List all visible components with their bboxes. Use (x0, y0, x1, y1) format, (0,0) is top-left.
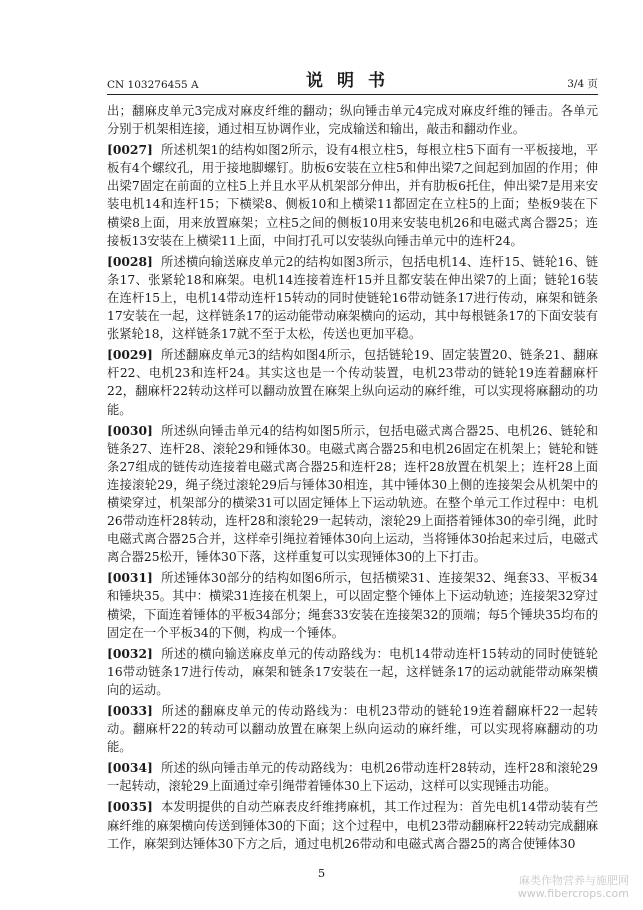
page-number: 5 (317, 866, 326, 880)
page-fraction: 3/4 页 (567, 78, 598, 90)
document-body (107, 102, 598, 856)
paragraph-number: [0030] (107, 422, 153, 438)
paragraph-number: [0033] (107, 703, 153, 718)
watermark-site-name: 麻类作物营养与施肥网 (519, 874, 629, 887)
paragraph-text: 所述的翻麻皮单元的传动路线为：电机23带动的链轮19连着翻麻杆22一起转动。翻麻杆22的转动可以翻动放置在麻架上纵向运动的麻纤维，可以实现将麻翻动的功能。 (107, 704, 598, 755)
paragraph-0034 (107, 759, 598, 795)
paragraph-text: 所述的横向输送麻皮单元的传动路线为：电机14带动连杆15转动的同时使链轮16带动链条17进行传动，麻架和链条17安装在一起，这样链条17的运动就能带动麻架横向的运动。 (107, 646, 598, 697)
patent-number: CN 103276455 A (107, 79, 199, 91)
paragraph-number: [0034] (107, 760, 153, 776)
paragraph-text: 所述横向输送麻皮单元2的结构如图3所示，包括电机14、连杆15、链轮16、链条17、张紧轮18和麻架。电机14连接着连杆15并且都安装在伸出梁7的上面；链轮16装在连杆15上，电机14带动连杆15转动的同时使链轮16带动链条17进行传动，麻架和链条17安装在一起，这样链条17的运动能带动麻架横向的运动，其中每根链条17的下面安装有张紧轮18，这样链条17就不至于太松，传送也更加平稳。 (107, 254, 598, 342)
watermark (518, 874, 629, 900)
page-header (107, 69, 598, 91)
paragraph-number: [0032] (107, 645, 153, 661)
paragraph-continued (107, 102, 598, 138)
header-divider (107, 94, 598, 95)
paragraph-number: [0031] (107, 570, 153, 586)
paragraph-text: 所述翻麻皮单元3的结构如图4所示，包括链轮19、固定装置20、链条21、翻麻杆22、电机23和连杆24。其实这也是一个传动装置，电机23带动的链轮19连着翻麻杆22，翻麻杆22转动这样可以翻动放置在麻架上纵向运动的麻纤维，可以实现将麻翻动的功能。 (107, 348, 598, 417)
document-title: 说明书 (306, 71, 399, 91)
paragraph-text: 所述纵向锤击单元4的结构如图5所示，包括电磁式离合器25、电机26、链轮和链条27、连杆28、滚轮29和锤体30。电磁式离合器25和电机26固定在机架上；链轮和链条27组成的链传动连接着电磁式离合器25和连杆28；连杆28放置在机架上；连杆28上面连接滚轮29，绳子绕过滚轮29后与锤体30相连，其中锤体30上侧的连接架会从机架中的横梁穿过，机架部分的横梁31可以固定锤体上下运动轨迹。在整个单元工作过程中：电机26带动连杆28转动，连杆28和滚轮29一起转动，滚轮29上面搭着锤体30的牵引绳，此时电磁式离合器25合并，这样牵引绳拉着锤体30向上运动，当将锤体30抬起来过后，电磁式离合器25松开，锤体30下落，这样重复可以实现锤体30的上下打击。 (107, 423, 598, 565)
paragraph-0031 (107, 569, 598, 641)
paragraph-0033 (107, 702, 598, 756)
paragraph-number: [0028] (107, 253, 153, 269)
paragraph-0029 (107, 346, 598, 418)
paragraph-text: 本发明提供的自动苎麻表皮纤维拷麻机，其工作过程为：首先电机14带动装有苎麻纤维的麻架横向传送到锤体30的下面；这个过程中，电机23带动翻麻杆22转动完成翻麻工作，麻架到达锤体30下方之后，通过电机26带动和电磁式离合器25的离合使锤体30 (107, 800, 598, 851)
paragraph-text: 所述锤体30部分的结构如图6所示，包括横梁31、连接架32、绳套33、平板34和锤块35。其中：横梁31连接在机架上，可以固定整个锤体上下运动轨迹；连接架32穿过横梁，下面连着锤体的平板34部分；绳套33安装在连接架32的顶端；每5个锤块35均布的固定在一个平板34的下侧，构成一个锤体。 (107, 571, 598, 640)
paragraph-text: 所述机架1的结构如图2所示，设有4根立柱5，每根立柱5下面有一平板接地，平板有4个螺纹孔，用于接地脚螺钉。肋板6安装在立柱5和伸出梁7之间起到加固的作用；伸出梁7固定在前面的立柱5上并且水平从机架部分伸出，并有肋板6托住，伸出梁7是用来安装电机14和连杆15；下横梁8、侧板10和上横梁11都固定在立柱5的上面；垫板9装在下横梁8上面，用来放置麻架；立柱5之间的侧板10用来安装电机26和电磁式离合器25；连接板13安装在上横梁11上面，中间打孔可以安装纵向锤击单元中的连杆24。 (107, 143, 598, 248)
watermark-url: www.fibercrops.com (517, 887, 629, 900)
paragraph-0032 (107, 645, 598, 699)
paragraph-text: 所述的纵向锤击单元的传动路线为：电机26带动连杆28转动，连杆28和滚轮29一起转动，滚轮29上面通过牵引绳带着锤体30上下运动，这样可以实现锤击功能。 (107, 761, 598, 794)
paragraph-number: [0029] (107, 347, 153, 363)
paragraph-0030 (107, 422, 598, 567)
paragraph-number: [0027] (107, 142, 153, 158)
paragraph-number: [0035] (107, 799, 153, 815)
paragraph-text: 出；翻麻皮单元3完成对麻皮纤维的翻动；纵向锤击单元4完成对麻皮纤维的锤击。各单元分别于机架相连接，通过相互协调作业，完成输送和输出，敲击和翻动作业。 (107, 104, 598, 137)
paragraph-0028 (107, 253, 598, 343)
paragraph-0027 (107, 141, 598, 250)
paragraph-0035 (107, 798, 598, 852)
